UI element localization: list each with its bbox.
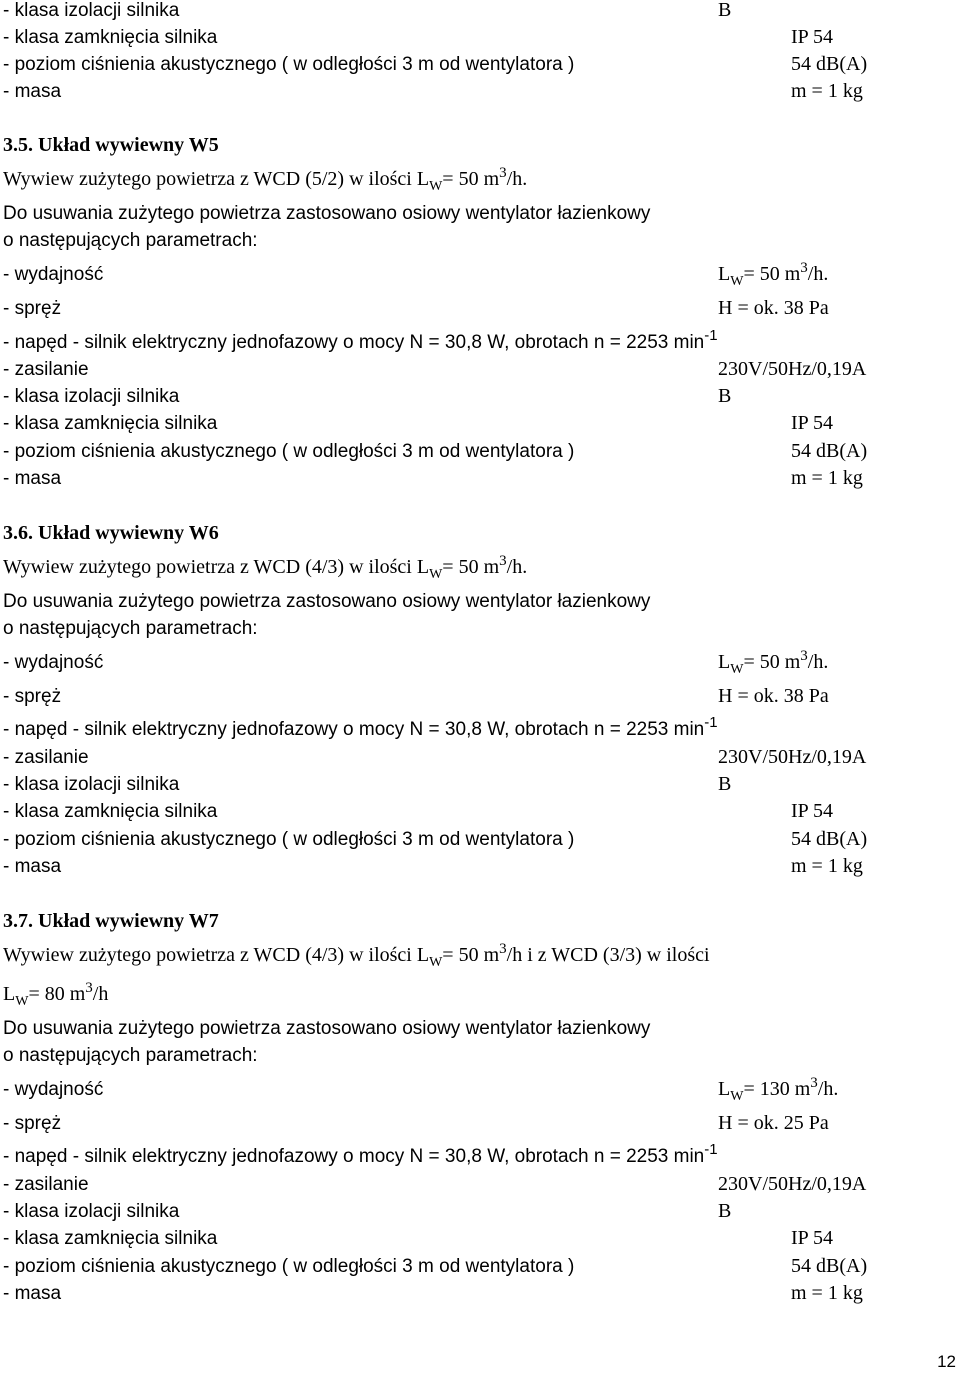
paragraph: Do usuwania zużytego powietrza zastosowano osiowy wentylator łazienkowy xyxy=(3,203,651,224)
paragraph: o następujących parametrach: xyxy=(3,1045,258,1066)
spec-line: - spręż H = ok. 38 Pa xyxy=(3,683,61,710)
spec-line: - spręż H = ok. 25 Pa xyxy=(3,1110,61,1137)
spec-value: 54 dB(A) xyxy=(791,440,868,462)
spec-value: IP 54 xyxy=(791,1227,834,1249)
spec-line xyxy=(3,51,868,78)
spec-value: m = 1 kg xyxy=(791,467,863,489)
spec-line: - wydajność $L_W= 50$ $m^3/h$. xyxy=(3,648,829,677)
spec-value: $L_W= 50$ $m^3/h$. xyxy=(718,648,829,677)
paragraph: o następujących parametrach: xyxy=(3,230,258,251)
spec-label: - poziom ciśnienia akustycznego ( w odległości 3 m od wentylatora ) xyxy=(3,54,575,75)
spec-value: $L_W= 50$ $m^3/h$. xyxy=(718,260,829,289)
spec-line: - klasa zamknięcia silnika IP 54 xyxy=(3,410,217,437)
spec-value: B xyxy=(718,385,732,407)
spec-line: - klasa zamknięcia silnika IP 54 xyxy=(3,798,217,825)
spec-line: - klasa zamknięcia silnika IP 54 xyxy=(3,1225,217,1252)
spec-label: - masa xyxy=(3,81,62,102)
spec-line xyxy=(3,78,863,105)
spec-line: - poziom ciśnienia akustycznego ( w odległości 3 m od wentylatora ) 54 dB(A) xyxy=(3,826,574,853)
spec-line: - zasilanie 230V/50Hz/0,19A xyxy=(3,744,89,771)
paragraph: $L_W= 80$ $m^3/h$ xyxy=(3,980,109,1009)
spec-value: 230V/50Hz/0,19A xyxy=(718,1173,867,1195)
spec-value: IP 54 xyxy=(791,26,834,48)
spec-line: - klasa izolacji silnika B xyxy=(3,771,179,798)
spec-value: 230V/50Hz/0,19A xyxy=(718,746,867,768)
page-number: 12 xyxy=(937,1352,956,1371)
section-heading: 3.6. Układ wywiewny W6 xyxy=(3,522,219,544)
spec-line xyxy=(3,0,732,24)
spec-line: - poziom ciśnienia akustycznego ( w odległości 3 m od wentylatora ) 54 dB(A) xyxy=(3,438,574,465)
paragraph: Do usuwania zużytego powietrza zastosowano osiowy wentylator łazienkowy xyxy=(3,1018,651,1039)
spec-value: H = ok. 38 Pa xyxy=(718,685,829,707)
spec-line: - poziom ciśnienia akustycznego ( w odległości 3 m od wentylatora ) 54 dB(A) xyxy=(3,1253,574,1280)
spec-line: - spręż H = ok. 38 Pa xyxy=(3,295,61,322)
spec-value: 230V/50Hz/0,19A xyxy=(718,358,867,380)
spec-value: 54 dB(A) xyxy=(791,828,868,850)
paragraph: Do usuwania zużytego powietrza zastosowano osiowy wentylator łazienkowy xyxy=(3,591,651,612)
spec-line: - wydajność $L_W= 130$ $m^3/h$. xyxy=(3,1075,839,1104)
spec-line: - masa m = 1 kg xyxy=(3,1280,61,1307)
spec-label: - klasa izolacji silnika xyxy=(3,0,180,21)
paragraph: Wywiew zużytego powietrza z WCD (5/2) w ilości $L_W= 50$ $m^3/h$. xyxy=(3,165,528,194)
spec-label: - klasa zamknięcia silnika xyxy=(3,27,218,48)
spec-value: H = ok. 25 Pa xyxy=(718,1112,829,1134)
paragraph: Wywiew zużytego powietrza z WCD (4/3) w ilości $L_W= 50$ $m^3/h$ i z WCD (3/3) w ilości xyxy=(3,941,710,970)
spec-value: H = ok. 38 Pa xyxy=(718,297,829,319)
spec-value: B xyxy=(718,0,732,21)
spec-line: - napęd - silnik elektryczny jednofazowy o mocy N = 30,8 W, obrotach n = 2253 $\min^{-1}$ xyxy=(3,1141,718,1167)
spec-value: IP 54 xyxy=(791,800,834,822)
spec-line: - napęd - silnik elektryczny jednofazowy o mocy N = 30,8 W, obrotach n = 2253 $\min^{-1}$ xyxy=(3,327,718,353)
spec-line: - wydajność $L_W= 50$ $m^3/h$. xyxy=(3,260,829,289)
spec-value: m = 1 kg xyxy=(791,855,863,877)
section-heading: 3.5. Układ wywiewny W5 xyxy=(3,134,219,156)
spec-value: 54 dB(A) xyxy=(791,1255,868,1277)
spec-value: m = 1 kg xyxy=(791,80,863,102)
spec-line: - klasa izolacji silnika B xyxy=(3,383,179,410)
paragraph: o następujących parametrach: xyxy=(3,618,258,639)
spec-value: $L_W= 130$ $m^3/h$. xyxy=(718,1075,839,1104)
paragraph: Wywiew zużytego powietrza z WCD (4/3) w ilości $L_W= 50$ $m^3/h$. xyxy=(3,553,528,582)
spec-line: - zasilanie 230V/50Hz/0,19A xyxy=(3,356,89,383)
spec-line: - napęd - silnik elektryczny jednofazowy o mocy N = 30,8 W, obrotach n = 2253 $\min^{-1}$ xyxy=(3,714,718,740)
spec-value: 54 dB(A) xyxy=(791,53,868,75)
spec-value: B xyxy=(718,1200,732,1222)
spec-line: - masa m = 1 kg xyxy=(3,465,61,492)
spec-value: IP 54 xyxy=(791,412,834,434)
spec-value: m = 1 kg xyxy=(791,1282,863,1304)
spec-line: - masa m = 1 kg xyxy=(3,853,61,880)
spec-line xyxy=(3,24,834,51)
spec-value: B xyxy=(718,773,732,795)
spec-line: - klasa izolacji silnika B xyxy=(3,1198,179,1225)
section-heading: 3.7. Układ wywiewny W7 xyxy=(3,910,219,932)
spec-line: - zasilanie 230V/50Hz/0,19A xyxy=(3,1171,89,1198)
